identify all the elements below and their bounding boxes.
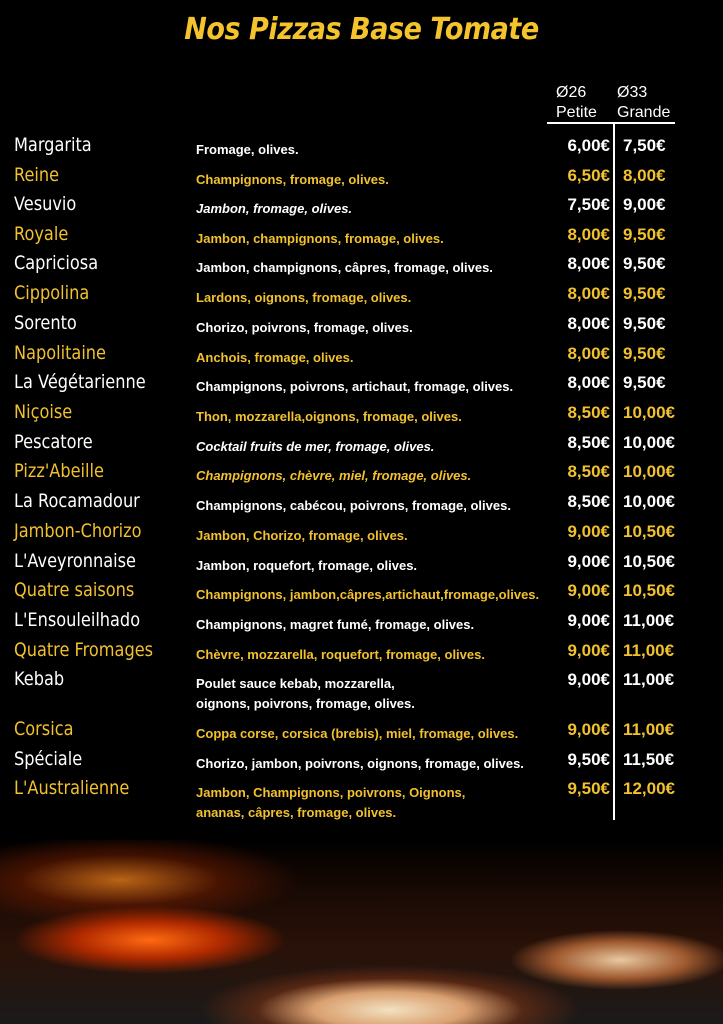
pizza-name: Corsica: [14, 718, 74, 740]
ingredients-line: Chorizo, jambon, poivrons, oignons, fromage, olives.: [196, 756, 524, 771]
ingredients-line: Chèvre, mozzarella, roquefort, fromage, olives.: [196, 647, 485, 662]
price-petite: 9,50€: [567, 750, 610, 769]
ingredients-line: Jambon, champignons, câpres, fromage, olives.: [196, 260, 493, 275]
ingredients-line: Champignons, cabécou, poivrons, fromage, olives.: [196, 498, 511, 513]
ingredients-line: Champignons, chèvre, miel, fromage, olives.: [196, 468, 472, 483]
price-petite: 9,50€: [567, 779, 610, 798]
price-grande: 10,00€: [623, 492, 675, 511]
pizza-ingredients: [196, 526, 408, 546]
price-grande: 10,00€: [623, 462, 675, 481]
pizza-ingredients: [196, 407, 462, 427]
pizza-name: L'Australienne: [14, 777, 130, 799]
pizza-name: Niçoise: [14, 401, 73, 423]
pizza-name: Royale: [14, 223, 69, 245]
pizza-ingredients: [196, 496, 511, 516]
pizza-ingredients: [196, 199, 352, 219]
price-petite: 9,00€: [567, 720, 610, 739]
price-grande: 9,50€: [623, 373, 666, 392]
ingredients-line: Lardons, oignons, fromage, olives.: [196, 290, 412, 305]
price-petite: 8,00€: [567, 225, 610, 244]
pizza-name: Sorento: [14, 312, 77, 334]
price-grande: 11,00€: [623, 670, 675, 689]
column-divider: [613, 124, 615, 820]
large-label-header: Grande: [617, 104, 671, 121]
ingredients-line: Thon, mozzarella,oignons, fromage, olives.: [196, 409, 462, 424]
small-size-header: Ø26: [556, 84, 587, 101]
ingredients-line: oignons, poivrons, fromage, olives.: [196, 696, 415, 711]
ingredients-line: Jambon, roquefort, fromage, olives.: [196, 558, 418, 573]
pizza-name: Quatre Fromages: [14, 639, 154, 661]
pizza-name: Capriciosa: [14, 252, 99, 274]
pizza-name: Pescatore: [14, 431, 93, 453]
price-grande: 11,00€: [623, 720, 675, 739]
pizza-name: Napolitaine: [14, 342, 106, 364]
pizza-ingredients: [196, 258, 493, 278]
price-petite: 9,00€: [567, 522, 610, 541]
pizza-ingredients: [196, 585, 539, 605]
price-grande: 9,50€: [623, 344, 666, 363]
ingredients-line: ananas, câpres, fromage, olives.: [196, 805, 397, 820]
ingredients-line: Champignons, magret fumé, fromage, olives.: [196, 617, 475, 632]
ingredients-line: Jambon, Chorizo, fromage, olives.: [196, 528, 408, 543]
price-grande: 9,50€: [623, 314, 666, 333]
price-grande: 9,50€: [623, 225, 666, 244]
price-petite: 9,00€: [567, 611, 610, 630]
price-petite: 8,00€: [567, 344, 610, 363]
pizza-name: Kebab: [14, 668, 65, 690]
pizza-ingredients: [196, 615, 474, 635]
pizza-ingredients: [196, 318, 413, 338]
large-size-header: Ø33: [617, 84, 648, 101]
price-petite: 9,00€: [567, 641, 610, 660]
pizza-ingredients: [196, 288, 411, 308]
pizza-name: La Végétarienne: [14, 371, 146, 393]
pizza-ingredients: [196, 229, 444, 249]
pizza-name: Margarita: [14, 134, 92, 156]
ingredients-line: Cocktail fruits de mer, fromage, olives.: [196, 439, 435, 454]
price-petite: 8,50€: [567, 492, 610, 511]
pizza-name: Quatre saisons: [14, 579, 135, 601]
ingredients-line: Fromage, olives.: [196, 142, 299, 157]
price-grande: 9,00€: [623, 195, 666, 214]
price-grande: 8,00€: [623, 166, 666, 185]
pizza-ingredients: [196, 556, 417, 576]
price-grande: 10,50€: [623, 581, 675, 600]
price-grande: 10,50€: [623, 552, 675, 571]
price-grande: 10,50€: [623, 522, 675, 541]
pizza-ingredients: [196, 140, 299, 160]
price-grande: 11,00€: [623, 611, 675, 630]
ingredients-line: Jambon, Champignons, poivrons, Oignons,: [196, 785, 466, 800]
price-grande: 11,50€: [623, 750, 675, 769]
ingredients-line: Chorizo, poivrons, fromage, olives.: [196, 320, 413, 335]
price-petite: 8,00€: [567, 254, 610, 273]
pizza-ingredients: [196, 437, 434, 457]
price-petite: 8,00€: [567, 373, 610, 392]
pizza-ingredients: [196, 466, 471, 486]
pizza-name: Spéciale: [14, 748, 83, 770]
pizza-ingredients: [196, 754, 524, 774]
page-title: Nos Pizzas Base Tomate: [184, 12, 539, 47]
pizza-name: Jambon-Chorizo: [14, 520, 142, 542]
pizza-ingredients: [196, 724, 518, 744]
pizza-oven-photo: [0, 840, 723, 1024]
header-divider: [547, 122, 675, 124]
pizza-name: L'Ensouleilhado: [14, 609, 141, 631]
small-label-header: Petite: [556, 104, 597, 121]
pizza-ingredients: [196, 377, 513, 397]
price-petite: 8,50€: [567, 403, 610, 422]
price-petite: 9,00€: [567, 552, 610, 571]
price-petite: 6,50€: [567, 166, 610, 185]
pizza-ingredients: [196, 645, 485, 665]
ingredients-line: Coppa corse, corsica (brebis), miel, fromage, olives.: [196, 726, 519, 741]
price-grande: 10,00€: [623, 403, 675, 422]
ingredients-line: Champignons, fromage, olives.: [196, 172, 389, 187]
pizza-ingredients: [196, 348, 354, 368]
ingredients-line: Champignons, poivrons, artichaut, fromage, olives.: [196, 379, 514, 394]
ingredients-line: Anchois, fromage, olives.: [196, 350, 354, 365]
ingredients-line: Jambon, champignons, fromage, olives.: [196, 231, 444, 246]
ingredients-line: Jambon, fromage, olives.: [196, 201, 353, 216]
pizza-name: La Rocamadour: [14, 490, 140, 512]
price-petite: 9,00€: [567, 670, 610, 689]
pizza-name: Reine: [14, 164, 60, 186]
pizza-name: Pizz'Abeille: [14, 460, 104, 482]
ingredients-line: Poulet sauce kebab, mozzarella,: [196, 676, 395, 691]
price-grande: 9,50€: [623, 284, 666, 303]
price-petite: 7,50€: [567, 195, 610, 214]
price-grande: 9,50€: [623, 254, 666, 273]
price-grande: 12,00€: [623, 779, 675, 798]
price-petite: 8,00€: [567, 314, 610, 333]
pizza-ingredients: [196, 783, 465, 823]
price-petite: 9,00€: [567, 581, 610, 600]
price-petite: 8,50€: [567, 433, 610, 452]
ingredients-line: Champignons, jambon,câpres,artichaut,fromage,olives.: [196, 587, 540, 602]
pizza-name: L'Aveyronnaise: [14, 550, 136, 572]
pizza-ingredients: [196, 674, 415, 714]
price-petite: 6,00€: [567, 136, 610, 155]
price-petite: 8,00€: [567, 284, 610, 303]
pizza-name: Vesuvio: [14, 193, 77, 215]
price-grande: 7,50€: [623, 136, 666, 155]
price-petite: 8,50€: [567, 462, 610, 481]
pizza-name: Cippolina: [14, 282, 90, 304]
price-grande: 11,00€: [623, 641, 675, 660]
pizza-ingredients: [196, 170, 389, 190]
price-grande: 10,00€: [623, 433, 675, 452]
